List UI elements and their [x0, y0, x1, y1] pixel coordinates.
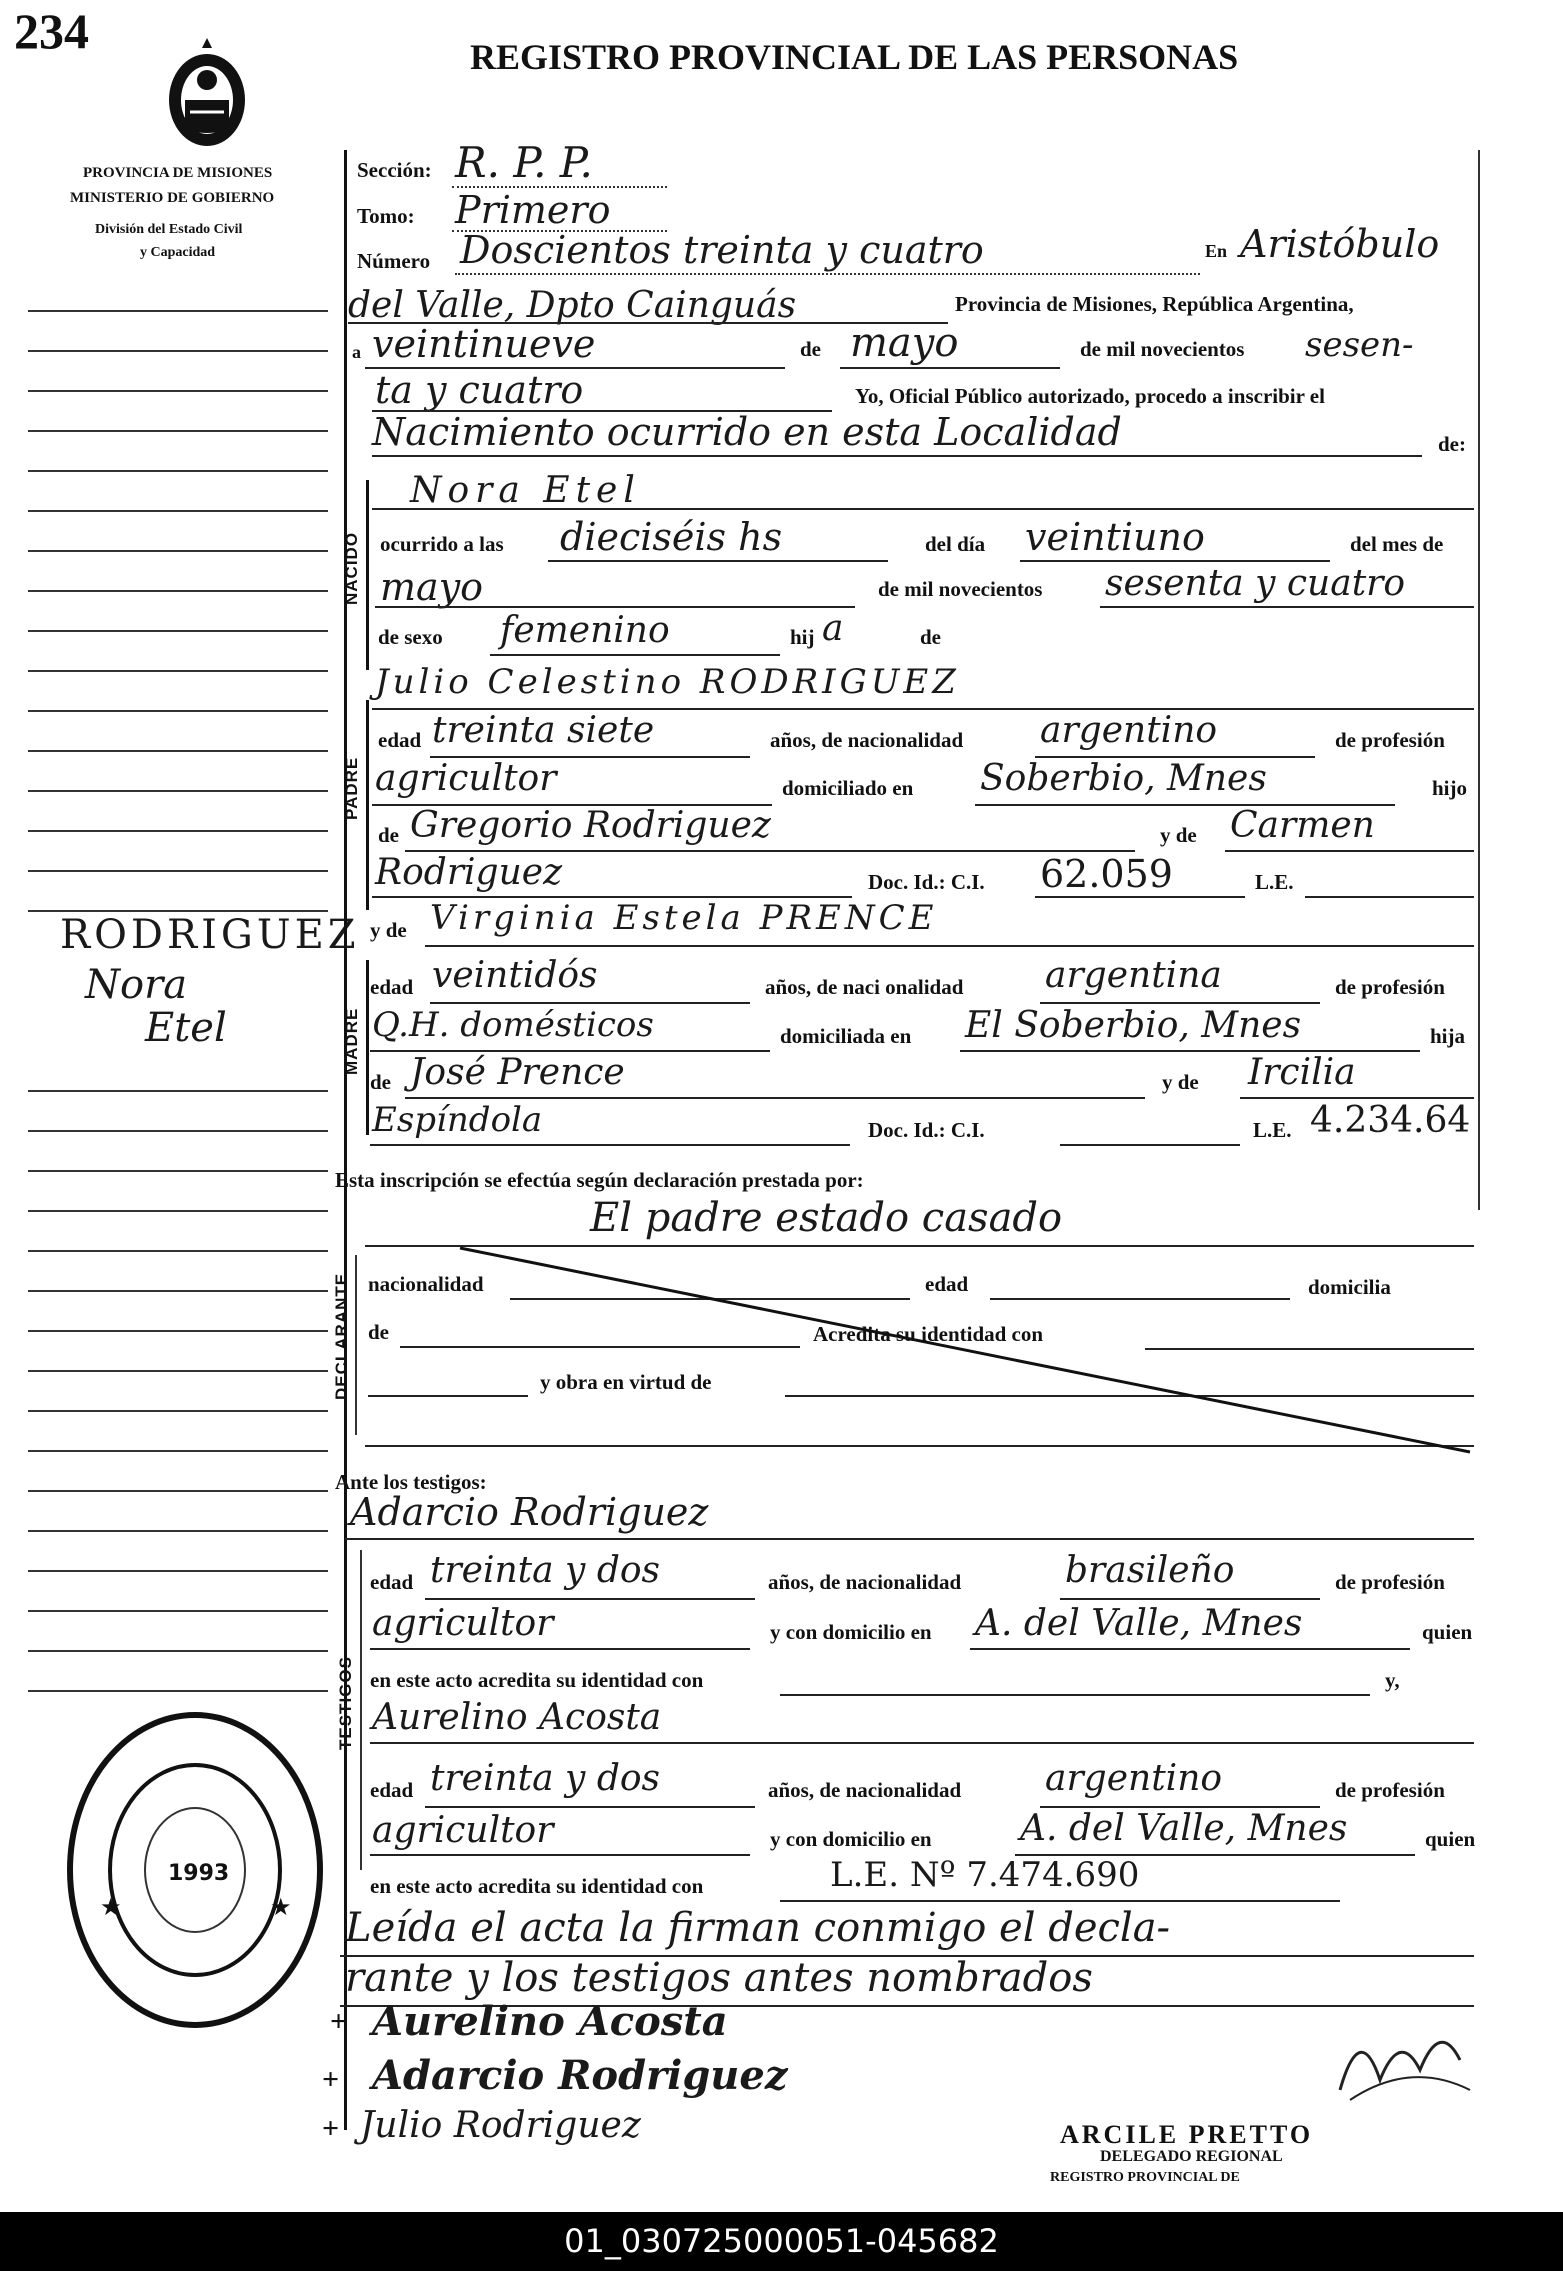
testigo2-prof: agricultor — [372, 1810, 554, 1851]
margin-surname: RODRIGUEZ — [60, 912, 360, 958]
cierre-linea-1: Leída el acta la firman conmigo el decla- — [345, 1905, 1171, 1951]
label-t1-quien: quien — [1422, 1620, 1473, 1644]
label-a: a — [352, 342, 361, 362]
label-t2-dom: y con domicilio en — [770, 1827, 932, 1851]
issuer-line-3: División del Estado Civil — [95, 222, 243, 237]
testigo1-nombre: Adarcio Rodriguez — [350, 1490, 709, 1534]
stamp-number: 234 — [14, 3, 89, 59]
label-de-mes: de — [800, 337, 821, 361]
madre-bracket — [366, 960, 369, 1135]
testigo2-edad: treinta y dos — [430, 1758, 661, 1799]
testigos-bracket — [360, 1550, 362, 1870]
nacido-bracket — [366, 480, 369, 670]
label-padre-edad: edad — [378, 728, 422, 752]
mes-value: mayo — [850, 320, 959, 366]
label-tomo: Tomo: — [357, 204, 415, 228]
label-madre-de: de — [370, 1070, 391, 1094]
label-yo-oficial: Yo, Oficial Público autorizado, procedo a inscribir el — [855, 384, 1325, 408]
label-t2-prof: de profesión — [1335, 1778, 1445, 1802]
label-ocurrido: ocurrido a las — [380, 532, 504, 556]
testigo2-dom: A. del Valle, Mnes — [1020, 1808, 1348, 1849]
label-padre: PADRE — [342, 756, 361, 820]
declarante-value: El padre estado casado — [590, 1195, 1063, 1241]
label-t2-edad: edad — [370, 1778, 414, 1802]
madre-edad: veintidós — [432, 955, 598, 996]
label-hija: hija — [1430, 1024, 1466, 1048]
testigo1-nac: brasileño — [1065, 1550, 1235, 1591]
label-sexo: de sexo — [378, 625, 443, 649]
padre-dom: Soberbio, Mnes — [980, 758, 1267, 799]
label-padre-yde: y de — [1160, 823, 1197, 847]
dia-nac-value: veintiuno — [1025, 515, 1205, 559]
label-testigos: TESTIGOS — [336, 1656, 355, 1750]
madre-nombre: Virginia Estela PRENCE — [430, 898, 938, 938]
testigo2-nombre: Aurelino Acosta — [372, 1697, 662, 1738]
label-t1-prof: de profesión — [1335, 1570, 1445, 1594]
madre-madre-2: Espíndola — [372, 1100, 543, 1140]
label-declaracion: Esta inscripción se efectúa según declaración prestada por: — [335, 1168, 864, 1192]
svg-text:★: ★ — [100, 1893, 122, 1921]
document-id-footer: 01_030725000051-045682 — [0, 2212, 1563, 2271]
padre-edad: treinta siete — [432, 710, 655, 751]
label-padre-ci: Doc. Id.: C.I. — [868, 870, 985, 894]
label-madre-nac: años, de naci onalidad — [765, 975, 964, 999]
lugar-2-value: del Valle, Dpto Cainguás — [348, 285, 797, 326]
official-signature-icon — [1320, 2000, 1480, 2120]
cross-mark-3: + — [322, 2112, 340, 2145]
label-acredita: Acredita su identidad con — [813, 1322, 1044, 1346]
acto-value: Nacimiento ocurrido en esta Localidad — [372, 410, 1122, 454]
anio-1-value: sesen- — [1305, 325, 1414, 365]
label-madre-le: L.E. — [1253, 1118, 1292, 1142]
label-numero: Número — [357, 249, 431, 273]
label-decl-en: de — [368, 1320, 389, 1344]
label-del-dia: del día — [925, 532, 986, 556]
testigo2-id: L.E. Nº 7.474.690 — [830, 1855, 1140, 1895]
form-left-border — [344, 150, 347, 2130]
label-madre-yde2: y de — [1162, 1070, 1199, 1094]
cierre-linea-2: rante y los testigos antes nombrados — [345, 1955, 1093, 2001]
label-de-hij: de — [920, 625, 941, 649]
coat-of-arms-icon — [160, 30, 255, 150]
label-seccion: Sección: — [357, 158, 432, 182]
padre-nac: argentino — [1040, 710, 1218, 751]
label-t2-nac: años, de nacionalidad — [768, 1778, 962, 1802]
margin-name-1: Nora — [85, 962, 188, 1008]
lugar-1-value: Aristóbulo — [1240, 222, 1440, 266]
label-obra: y obra en virtud de — [540, 1370, 712, 1394]
document-title: REGISTRO PROVINCIAL DE LAS PERSONAS — [470, 37, 1239, 77]
label-provincia: Provincia de Misiones, República Argentina, — [955, 292, 1354, 316]
oficial-registro: REGISTRO PROVINCIAL DE — [1050, 2170, 1240, 2185]
hora-value: dieciséis hs — [560, 515, 783, 559]
testigo2-nac: argentino — [1045, 1758, 1223, 1799]
label-hijo: hijo — [1432, 776, 1468, 800]
testigo1-dom: A. del Valle, Mnes — [975, 1603, 1303, 1644]
label-nacido: NACIDO — [342, 531, 361, 605]
issuer-line-4: y Capacidad — [140, 245, 216, 260]
issuer-line-2: MINISTERIO DE GOBIERNO — [70, 190, 275, 206]
label-t1-nac: años, de nacionalidad — [768, 1570, 962, 1594]
nacido-nombre: Nora Etel — [410, 470, 641, 511]
madre-dom: El Soberbio, Mnes — [965, 1005, 1302, 1046]
label-padre-dom: domiciliado en — [782, 776, 914, 800]
padre-ci: 62.059 — [1040, 852, 1173, 896]
cross-mark-2: + — [322, 2063, 340, 2096]
label-madre-dom: domiciliada en — [780, 1024, 912, 1048]
label-padre-le: L.E. — [1255, 870, 1294, 894]
padre-madre-1: Carmen — [1230, 805, 1375, 846]
testigo1-prof: agricultor — [372, 1603, 554, 1644]
padre-nombre: Julio Celestino RODRIGUEZ — [375, 662, 960, 702]
madre-padre: José Prence — [410, 1052, 625, 1093]
madre-madre-1: Ircilia — [1248, 1052, 1356, 1093]
madre-nac: argentina — [1045, 955, 1222, 996]
label-madre-edad: edad — [370, 975, 414, 999]
label-madre-prof: de profesión — [1335, 975, 1445, 999]
madre-prof: Q.H. domésticos — [372, 1005, 654, 1045]
svg-text:★: ★ — [270, 1893, 292, 1921]
label-decl-edad: edad — [925, 1272, 969, 1296]
label-madre: MADRE — [342, 1007, 361, 1075]
oficial-cargo: DELEGADO REGIONAL — [1100, 2148, 1283, 2165]
hij-suffix: a — [822, 608, 844, 649]
oficial-nombre: ARCILE PRETTO — [1060, 2120, 1314, 2149]
label-t1-y: y, — [1385, 1668, 1400, 1692]
label-padre-nac: años, de nacionalidad — [770, 728, 964, 752]
label-padre-prof: de profesión — [1335, 728, 1445, 752]
label-madre-yde: y de — [370, 918, 407, 942]
padre-madre-2: Rodriguez — [375, 852, 563, 893]
firma-3: Julio Rodriguez — [360, 2105, 641, 2146]
label-decl-dom: domicilia — [1308, 1275, 1391, 1299]
testigo1-edad: treinta y dos — [430, 1550, 661, 1591]
label-t1-acto: en este acto acredita su identidad con — [370, 1668, 704, 1692]
label-hij: hij — [790, 625, 815, 649]
label-de-colon: de: — [1438, 432, 1466, 456]
svg-text:1993: 1993 — [168, 1861, 230, 1886]
padre-bracket — [366, 700, 369, 910]
label-ante-testigos: Ante los testigos: — [335, 1470, 487, 1494]
label-t2-quien: quien — [1425, 1827, 1476, 1851]
label-de-mil: de mil novecientos — [1080, 337, 1245, 361]
tomo-value: Primero — [455, 188, 611, 232]
declarante-bracket — [355, 1255, 357, 1435]
form-right-border — [1478, 150, 1480, 1210]
padre-padre: Gregorio Rodriguez — [410, 805, 771, 846]
firma-2: Adarcio Rodriguez — [372, 2052, 788, 2099]
cancel-diagonal-line — [440, 1240, 1480, 1460]
numero-value: Doscientos treinta y cuatro — [460, 228, 984, 272]
label-t2-acto: en este acto acredita su identidad con — [370, 1874, 704, 1898]
anio-2-value: ta y cuatro — [375, 368, 584, 412]
label-t1-edad: edad — [370, 1570, 414, 1594]
sexo-value: femenino — [500, 610, 670, 651]
seccion-value: R. P. P. — [455, 138, 593, 187]
label-padre-de: de — [378, 823, 399, 847]
label-del-mes: del mes de — [1350, 532, 1444, 556]
official-seal-icon — [60, 1705, 330, 2035]
issuer-line-1: PROVINCIA DE MISIONES — [83, 165, 273, 181]
anio-nac-value: sesenta y cuatro — [1105, 563, 1406, 604]
label-de-mil-nac: de mil novecientos — [878, 577, 1043, 601]
cross-mark-1: + — [330, 2005, 348, 2038]
margin-name-2: Etel — [145, 1005, 227, 1051]
firma-1: Aurelino Acosta — [372, 1998, 728, 2045]
madre-le: 4.234.64 — [1310, 1100, 1471, 1141]
label-en: En — [1205, 241, 1228, 261]
label-t1-dom: y con domicilio en — [770, 1620, 932, 1644]
padre-prof: agricultor — [375, 758, 557, 799]
label-declarante: DECLARANTE — [332, 1272, 351, 1400]
dia-value: veintinueve — [372, 322, 596, 366]
label-decl-nac: nacionalidad — [368, 1272, 484, 1296]
mes-nac-value: mayo — [380, 565, 484, 609]
label-madre-ci: Doc. Id.: C.I. — [868, 1118, 985, 1142]
